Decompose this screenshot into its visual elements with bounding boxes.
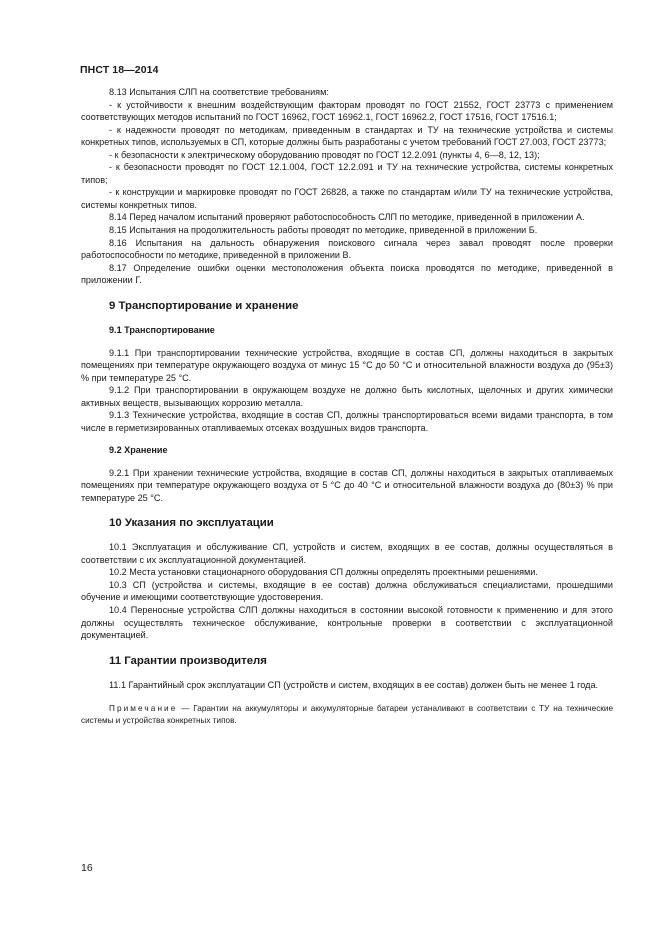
list-item-electrical-safety: - к безопасности к электрическому оборудованию проводят по ГОСТ 12.2.091 (пункты 4, 6—8, 12, 13); [109,149,540,160]
section-9-heading: 9 Транспортирование и хранение [109,299,299,312]
section-10-heading: 10 Указания по эксплуатации [109,517,274,530]
paragraph-9-1-1: 9.1.1 При транспортировании технические устройства, входящие в состав СП, должны находиться в закрытых помещениях при температуре окружающего воздуха от минус 15 °С до 50 °С и относительной влажности воздуха до (95±3) % при температуре 25 °С. [81,347,613,383]
list-item-safety: - к безопасности проводят по ГОСТ 12.1.004, ГОСТ 12.2.091 и ТУ на технические устройства, системы конкретных типов; [81,162,613,185]
paragraph-11-1: 11.1 Гарантийный срок эксплуатации СП (устройств и систем, входящих в ее состав) должен быть не менее 1 года. [109,679,599,690]
paragraph-9-1-2: 9.1.2 При транспортировании в окружающем воздухе не должно быть кислотных, щелочных и других химически активных веществ, вызывающих коррозию металла. [81,385,613,408]
paragraph-9-1-3: 9.1.3 Технические устройства, входящие в состав СП, должны транспортироваться всеми видами транспорта, в том числе в герметизированных отапливаемых отсеках воздушных видов транспорта. [81,410,613,434]
paragraph-9-2-1: 9.2.1 При хранении технические устройства, входящие в состав СП, должны находиться в закрытых отапливаемых помещениях при температуре окружающего воздуха от 5 °С до 40 °С и относительной влажности воздуха до (80±3) % при температуре 25 °С. [81,467,613,503]
paragraph-10-3: 10.3 СП (устройства и системы, входящие в ее состав) должна обслуживаться специалистами, прошедшими обучение и имеющими соответствующие удостоверения. [81,579,613,603]
paragraph-10-1: 10.1 Эксплуатация и обслуживание СП, устройств и систем, входящих в ее состав, должны осуществляться в соответствии с их эксплуатационной документацией. [81,542,613,565]
note-text: — Гарантии на аккумуляторы и аккумуляторные батареи устаналивают в соответствии с ТУ на технические системы и устройства конкретных типов. [81,704,613,725]
note [81,703,613,727]
page-body [81,86,613,727]
paragraph-8-16: 8.16 Испытания на дальность обнаружения поискового сигнала через завал проводят после проверки работоспособности по методике, приведенной в приложении В. [81,237,613,261]
paragraph-8-13: 8.13 Испытания СЛП на соответствие требованиям: [109,87,329,97]
list-item-reliability: - к надежности проводят по методикам, приведенным в стандартах и ТУ на технические устройства и системы конкретных типов, используемых в СП, которые должны быть разработаны с учетом требований ГОСТ 27.003, ГОСТ 23773; [81,124,613,148]
subsection-9-2-heading: 9.2 Хранение [109,444,168,455]
list-item-external-factors: - к устойчивости к внешним воздействующим факторам проводят по ГОСТ 21552, ГОСТ 23773 с применением соответствующих методов испытаний по ГОСТ 16962, ГОСТ 16962.1, ГОСТ 16962.2, ГОСТ 17516, ГОСТ 17516.1; [81,99,613,123]
paragraph-8-14: 8.14 Перед началом испытаний проверяют работоспособность СЛП по методике, приведенной в приложении А. [109,212,585,223]
subsection-9-1-heading: 9.1 Транспортирование [109,324,215,335]
paragraph-10-4: 10.4 Переносные устройства СЛП должны находиться в состоянии высокой готовности к применению и для этого должны осуществлять техническое обслуживание, контрольные проверки в соответствии с эксплуатационной документацией. [81,604,613,641]
section-11-heading: 11 Гарантии производителя [109,654,267,667]
paragraph-10-2: 10.2 Места установки стационарного оборудования СП должны определять проектными решениями. [109,567,538,578]
page-number: 16 [81,862,93,874]
list-item-construction-marking: - к конструкции и маркировке проводят по ГОСТ 26828, а также по стандартам и/или ТУ на технические устройства, системы конкретных типов. [81,187,613,210]
running-header: ПНСТ 18—2014 [80,64,159,76]
paragraph-8-17: 8.17 Определение ошибки оценки местоположения объекта поиска проводятся по методике, приведенной в приложении Г. [81,262,613,286]
paragraph-8-15: 8.15 Испытания на продолжительность работы проводят по методике, приведенной в приложении Б. [109,225,538,236]
note-label: Примечание [109,704,178,714]
